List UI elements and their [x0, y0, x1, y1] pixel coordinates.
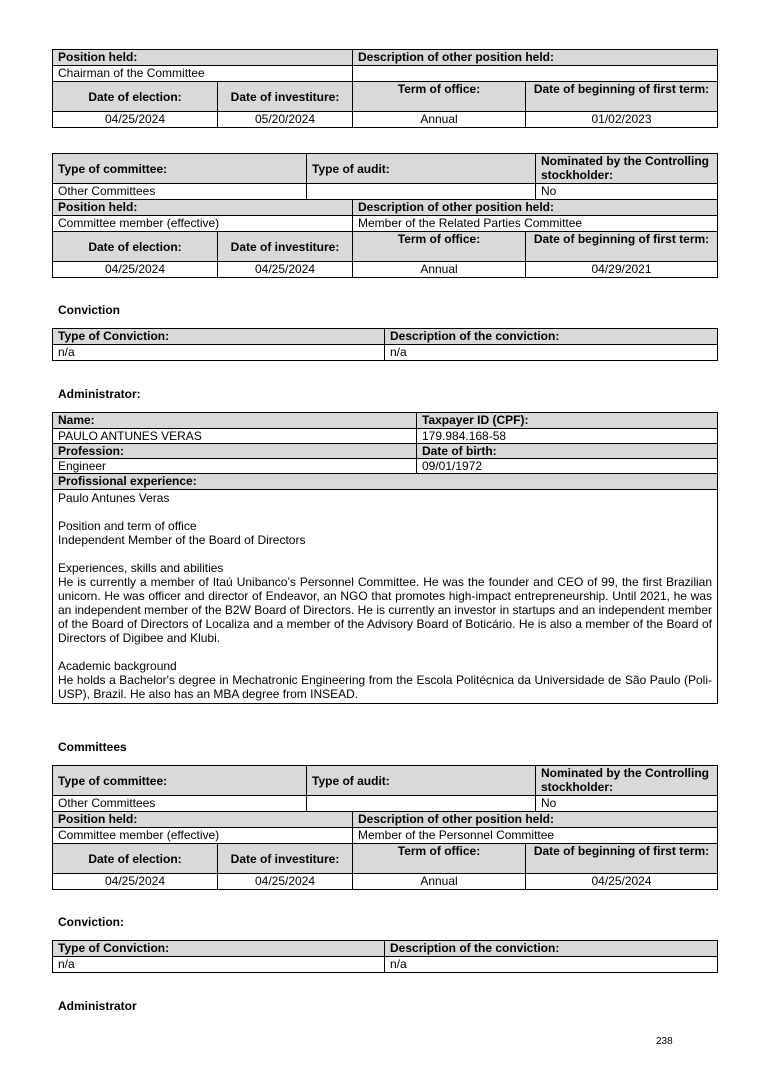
conviction-type-header: Type of Conviction:	[53, 329, 385, 345]
conviction-heading: Conviction	[58, 303, 120, 317]
page-number: 238	[656, 1036, 673, 1047]
profession-header: Profession:	[53, 444, 417, 459]
position-term-text: Independent Member of the Board of Directors	[58, 533, 306, 547]
description-other-value: Member of the Related Parties Committee	[353, 216, 718, 232]
academic-block	[58, 659, 712, 701]
term-office-header: Term of office:	[353, 82, 526, 112]
type-committee-header: Type of committee:	[53, 154, 307, 184]
date-election-value: 04/25/2024	[53, 874, 218, 890]
description-other-value: Member of the Personnel Committee	[353, 828, 718, 844]
date-election-header: Date of election:	[53, 844, 218, 874]
date-investiture-value: 04/25/2024	[218, 262, 353, 278]
birth-header: Date of birth:	[417, 444, 718, 459]
cpf-header: Taxpayer ID (CPF):	[417, 413, 718, 429]
nominated-value: No	[536, 796, 718, 812]
birth-value: 09/01/1972	[417, 459, 718, 474]
term-office-header: Term of office:	[353, 844, 526, 874]
experience-header: Profissional experience:	[53, 474, 718, 490]
date-election-value: 04/25/2024	[53, 112, 218, 128]
position-held-header: Position held:	[53, 50, 353, 66]
date-election-value: 04/25/2024	[53, 262, 218, 278]
skills-block	[58, 561, 712, 645]
date-investiture-header: Date of investiture:	[218, 844, 353, 874]
academic-heading: Academic background	[58, 659, 177, 673]
type-audit-header: Type of audit:	[307, 766, 536, 796]
type-audit-value	[307, 184, 536, 200]
nominated-header: Nominated by the Controlling stockholder:	[536, 154, 718, 184]
date-election-header: Date of election:	[53, 82, 218, 112]
date-investiture-value: 05/20/2024	[218, 112, 353, 128]
academic-text: He holds a Bachelor's degree in Mechatronic Engineering from the Escola Politécnica da Universidade de São Paulo (Poli-USP), Brazil. He also has an MBA degree from INSEAD.	[58, 673, 712, 701]
date-investiture-header: Date of investiture:	[218, 232, 353, 262]
committee-table-2	[52, 153, 718, 278]
date-beginning-value: 04/29/2021	[526, 262, 718, 278]
conviction-description-value: n/a	[385, 345, 718, 361]
description-other-header: Description of other position held:	[353, 50, 718, 66]
date-beginning-value: 01/02/2023	[526, 112, 718, 128]
experience-name-line: Paulo Antunes Veras	[58, 491, 170, 505]
date-beginning-header: Date of beginning of first term:	[526, 232, 718, 262]
conviction-type-value: n/a	[53, 957, 385, 973]
name-header: Name:	[53, 413, 417, 429]
skills-text: He is currently a member of Itaú Unibanco’s Personnel Committee. He was the founder and CEO of 99, the first Brazilian unicorn. He was officer and director of Endeavor, an NGO that promotes high-impact entrepreneurship. Until 2021, he was an independent member of the B2W Board of Directors. He is currently an investor in startups and an independent member of the Board of Directors of Localiza and a member of the Advisory Board of Boticário. He is also a member of the Board of Directors of Digibee and Klubi.	[58, 575, 712, 645]
committees-heading: Committees	[58, 740, 127, 754]
conviction-type-value: n/a	[53, 345, 385, 361]
type-committee-value: Other Committees	[53, 796, 307, 812]
committee-position-table-1	[52, 49, 718, 128]
date-investiture-value: 04/25/2024	[218, 874, 353, 890]
date-beginning-header: Date of beginning of first term:	[526, 82, 718, 112]
term-office-value: Annual	[353, 112, 526, 128]
administrator-table	[52, 412, 718, 704]
conviction-table-1	[52, 328, 718, 361]
term-office-value: Annual	[353, 874, 526, 890]
administrator-heading: Administrator:	[58, 387, 141, 401]
date-beginning-value: 04/25/2024	[526, 874, 718, 890]
name-value: PAULO ANTUNES VERAS	[53, 429, 417, 444]
position-term-heading: Position and term of office	[58, 519, 197, 533]
experience-body	[53, 490, 718, 704]
type-committee-header: Type of committee:	[53, 766, 307, 796]
date-election-header: Date of election:	[53, 232, 218, 262]
type-audit-value	[307, 796, 536, 812]
position-term-block	[58, 519, 712, 547]
position-held-value: Committee member (effective)	[53, 216, 353, 232]
cpf-value: 179.984.168-58	[417, 429, 718, 444]
committee-table-3	[52, 765, 718, 890]
type-audit-header: Type of audit:	[307, 154, 536, 184]
conviction-description-header: Description of the conviction:	[385, 941, 718, 957]
conviction-description-header: Description of the conviction:	[385, 329, 718, 345]
description-other-header: Description of other position held:	[353, 200, 718, 216]
conviction-heading-2: Conviction:	[58, 915, 124, 929]
type-committee-value: Other Committees	[53, 184, 307, 200]
term-office-header: Term of office:	[353, 232, 526, 262]
skills-heading: Experiences, skills and abilities	[58, 561, 224, 575]
position-held-value: Committee member (effective)	[53, 828, 353, 844]
nominated-value: No	[536, 184, 718, 200]
position-held-header: Position held:	[53, 200, 353, 216]
conviction-description-value: n/a	[385, 957, 718, 973]
conviction-type-header: Type of Conviction:	[53, 941, 385, 957]
position-held-value: Chairman of the Committee	[53, 66, 353, 82]
administrator-heading-2: Administrator	[58, 999, 137, 1013]
description-other-header: Description of other position held:	[353, 812, 718, 828]
position-held-header: Position held:	[53, 812, 353, 828]
date-investiture-header: Date of investiture:	[218, 82, 353, 112]
description-other-value	[353, 66, 718, 82]
term-office-value: Annual	[353, 262, 526, 278]
profession-value: Engineer	[53, 459, 417, 474]
date-beginning-header: Date of beginning of first term:	[526, 844, 718, 874]
nominated-header: Nominated by the Controlling stockholder:	[536, 766, 718, 796]
conviction-table-2	[52, 940, 718, 973]
